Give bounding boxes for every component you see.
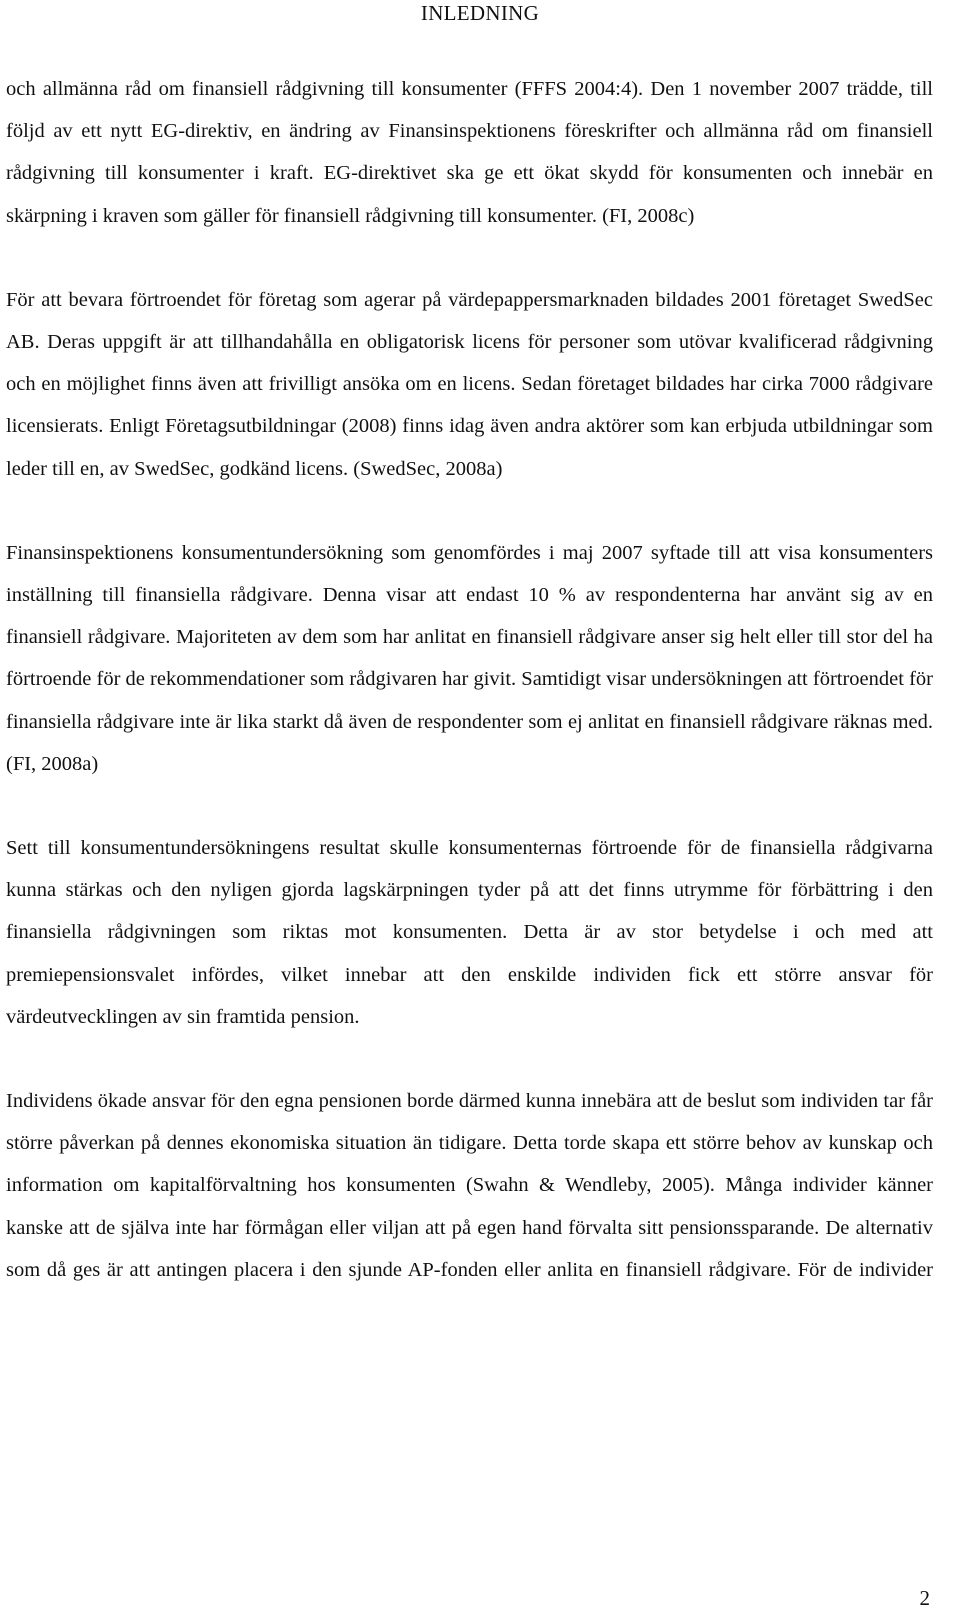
running-header: INLEDNING [420,1,540,25]
paragraph-survey-results: Sett till konsumentundersökningens resultat skulle konsumenternas förtroende för de finansiella rådgivarna kunna stärkas och den nyligen gjorda lagskärpningen tyder på att det finns utrymme för förbättring i den finansiella rådgivningen som riktas mot konsumenten. Detta är av stor betydelse i och med att premiepensionsvalet infördes, vilket innebar att den enskilde individen fick ett större ansvar för värdeutvecklingen av sin framtida pension. [6,837,933,1028]
paragraph-swedsec-licence: För att bevara förtroendet för företag som agerar på värdepappersmarknaden bildades 2001 företaget SwedSec AB. Deras uppgift är att tillhandahålla en obligatorisk licens för personer som utövar kvalificerad rådgivning och en möjlighet finns även att frivilligt ansöka om en licens. Sedan företaget bildades har cirka 7000 rådgivare licensierats. Enligt Företagsutbildningar (2008) finns idag även andra aktörer som kan erbjuda utbildningar som leder till en, av SwedSec, godkänd licens. (SwedSec, 2008a) [6,288,933,480]
paragraph-pension-responsibility: Individens ökade ansvar för den egna pensionen borde därmed kunna innebära att de beslut som individen tar får större påverkan på dennes ekonomiska situation än tidigare. Detta torde skapa ett större behov av kunskap och information om kapitalförvaltning hos konsumenten (Swahn & Wendleby, 2005). Många individer känner kanske att de själva inte har förmågan eller viljan att på egen hand förvalta sitt pensionssparande. De alternativ som då ges är att antingen placera i den sjunde AP-fonden eller anlita en finansiell rådgivare. För de individer [6,1090,933,1281]
paragraph-regulation-change: och allmänna råd om finansiell rådgivning till konsumenter (FFFS 2004:4). Den 1 november 2007 trädde, till följd av ett nytt EG-direktiv, en ändring av Finansinspektionens föreskrifter och allmänna råd om finansiell rådgivning till konsumenter i kraft. EG-direktivet ska ge ett ökat skydd för konsumenten och innebär en skärpning i kraven som gäller för finansiell rådgivning till konsumenter. (FI, 2008c) [6,78,933,227]
paragraph-consumer-survey: Finansinspektionens konsumentundersökning som genomfördes i maj 2007 syftade till att visa konsumenters inställning till finansiella rådgivare. Denna visar att endast 10 % av respondenterna har använt sig av en finansiell rådgivare. Majoriteten av dem som har anlitat en finansiell rådgivare anser sig helt eller till stor del ha förtroende för de rekommendationer som rådgivaren har givit. Samtidigt visar undersökningen att förtroendet för finansiella rådgivare inte är lika starkt då även de respondenter som ej anlitat en finansiell rådgivare räknas med. (FI, 2008a) [6,541,933,775]
page-number: 2 [919,1586,930,1610]
body-text [6,68,933,1291]
